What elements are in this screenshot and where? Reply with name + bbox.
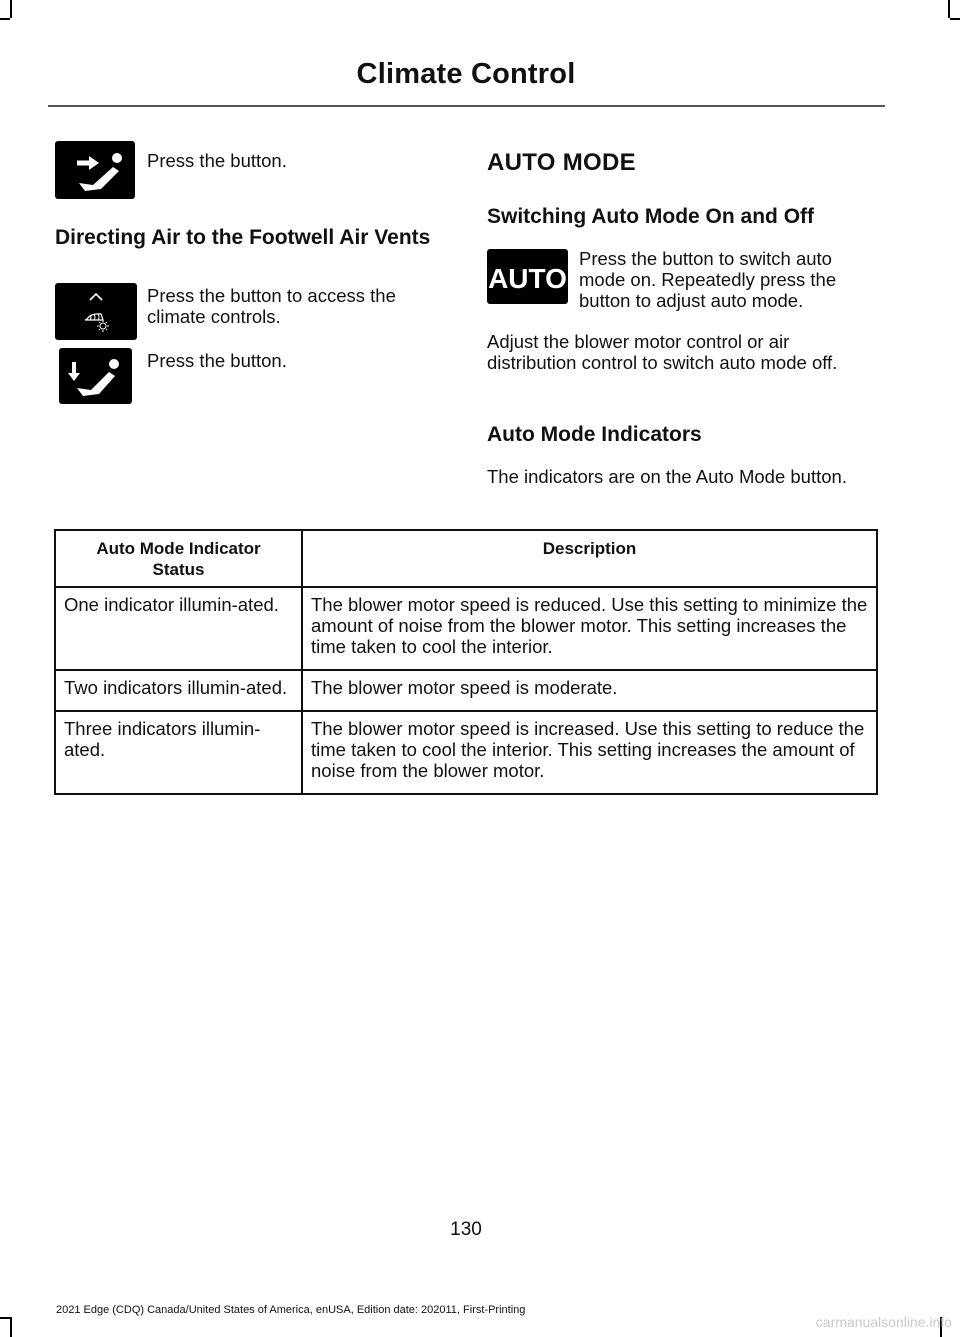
crop-mark [950,18,960,20]
face-vent-icon [55,141,135,199]
indicators-heading: Auto Mode Indicators [487,423,702,446]
table-cell-description: The blower motor speed is moderate. [302,670,877,711]
footwell-vent-icon [59,348,132,404]
table-cell-status: Two indicators illumin-ated. [55,670,302,711]
crop-mark [10,0,12,18]
switching-auto-mode-heading: Switching Auto Mode On and Off [487,205,815,228]
footer-edition: 2021 Edge (CDQ) Canada/United States of America, enUSA, Edition date: 202011, First-Printing [56,1304,526,1316]
table-row [55,670,877,711]
press-button-text-2: Press the button. [147,350,287,371]
crop-mark [10,1317,12,1337]
table-cell-description: The blower motor speed is increased. Use this setting to reduce the time taken to cool the interior. This setting increases the amount of noise from the blower motor. [302,711,877,794]
table-header-status: Auto Mode Indicator Status [55,530,302,587]
press-button-text: Press the button. [147,150,287,171]
watermark: carmanualsonline.info [815,1314,952,1330]
section-heading: Directing Air to the Footwell Air Vents [55,226,431,249]
auto-icon-label: AUTO [488,263,567,294]
table-cell-status: Three indicators illumin-ated. [55,711,302,794]
table-cell-status: One indicator illumin-ated. [55,587,302,670]
table-row [55,711,877,794]
table-header-description: Description [302,530,877,587]
header-divider [48,105,885,107]
auto-off-text: Adjust the blower motor control or air distribution control to switch auto mode off. [487,331,838,373]
access-controls-text: Press the button to access the climate controls. [147,285,396,327]
auto-mode-title: AUTO MODE [487,149,636,176]
auto-on-text: Press the button to switch auto mode on. Repeatedly press the button to adjust auto mode. [579,248,837,311]
table-cell-description: The blower motor speed is reduced. Use this setting to minimize the amount of noise from the blower motor. This setting increases the time taken to cool the interior. [302,587,877,670]
crop-mark [0,18,10,20]
indicators-text: The indicators are on the Auto Mode button. [487,466,847,487]
table-header-row [55,530,877,587]
climate-defrost-icon [55,283,137,340]
page-title: Climate Control [356,58,576,90]
crop-mark [0,1317,10,1319]
auto-button-icon [487,249,568,304]
table-row [55,587,877,670]
page-number: 130 [450,1219,482,1240]
crop-mark [948,0,950,18]
indicator-status-table [54,529,878,795]
